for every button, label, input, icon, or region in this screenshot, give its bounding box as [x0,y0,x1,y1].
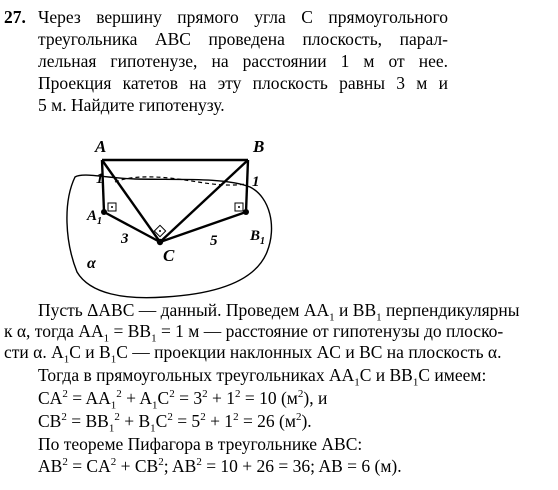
problem-line-4: Проекция катетов на эту плоскость равны 3 м и [38,73,448,93]
point-B1 [243,209,249,215]
plane-alpha-outline [67,175,272,298]
solution-line-4: Тогда в прямоугольных треугольниках $AA_1C$ и $BB_1C$ имеем: [38,365,487,389]
label-len-B1C: 5 [210,233,218,249]
solution-line-1: Пусть ΔABC — данный. Проведем $AA_1$ и $BB_1$ перпендикулярны [38,300,520,324]
point-A1 [101,209,107,215]
solution-line-8: $AB^2 = CA^2 + CB^2$; $AB^2 = 10 + 26 = 36$; AB = 6 (м). [38,456,402,476]
solution-line-6: $CB^2 = BB_1^2 + B_1C^2 = 5^2 + 1^2 = 26$ $(м^2)$. [38,411,312,435]
label-A: A [95,137,107,156]
problem-line-1: Через вершину прямого угла С прямоугольного [38,7,448,27]
solution-line-3: сти α. $A_1C$ и $B_1C$ — проекции наклонных AC и BC на плоскость α. [4,342,502,366]
segment-AC [102,160,160,242]
segment-B1C [160,212,246,242]
solution-line-7: По теореме Пифагора в треугольнике ABC: [38,434,363,454]
label-B: B [253,137,265,156]
segment-A1C [104,212,160,242]
segment-BC [160,160,248,242]
label-A1: $A_1$ [87,208,103,227]
solution-line-5: $CA^2 = AA_1^2 + A_1C^2 = 3^2 + 1^2 = 10$ $(м^2)$, и [38,388,328,412]
label-len-AA1: 1 [96,171,104,187]
figure-svg [55,132,285,302]
geometry-figure [55,132,285,302]
label-len-A1C: 3 [121,231,129,247]
point-C [157,239,163,245]
label-alpha: α [87,255,96,272]
problem-line-2: треугольника АВС проведена плоскость, парал- [38,29,448,49]
problem-number: 27. [4,7,26,27]
label-B1: $B_1$ [250,228,266,247]
solution-line-2: к α, тогда $AA_1 = BB_1 = 1$ м — расстояние от гипотенузы до плоско- [4,321,504,345]
problem-line-5: 5 м. Найдите гипотенузу. [38,95,225,115]
segment-BB1 [246,160,248,212]
problem-line-3: лельная гипотенузе, на расстоянии 1 м от нее. [38,51,448,71]
label-len-BB1: 1 [252,174,260,190]
label-C: C [163,246,175,265]
